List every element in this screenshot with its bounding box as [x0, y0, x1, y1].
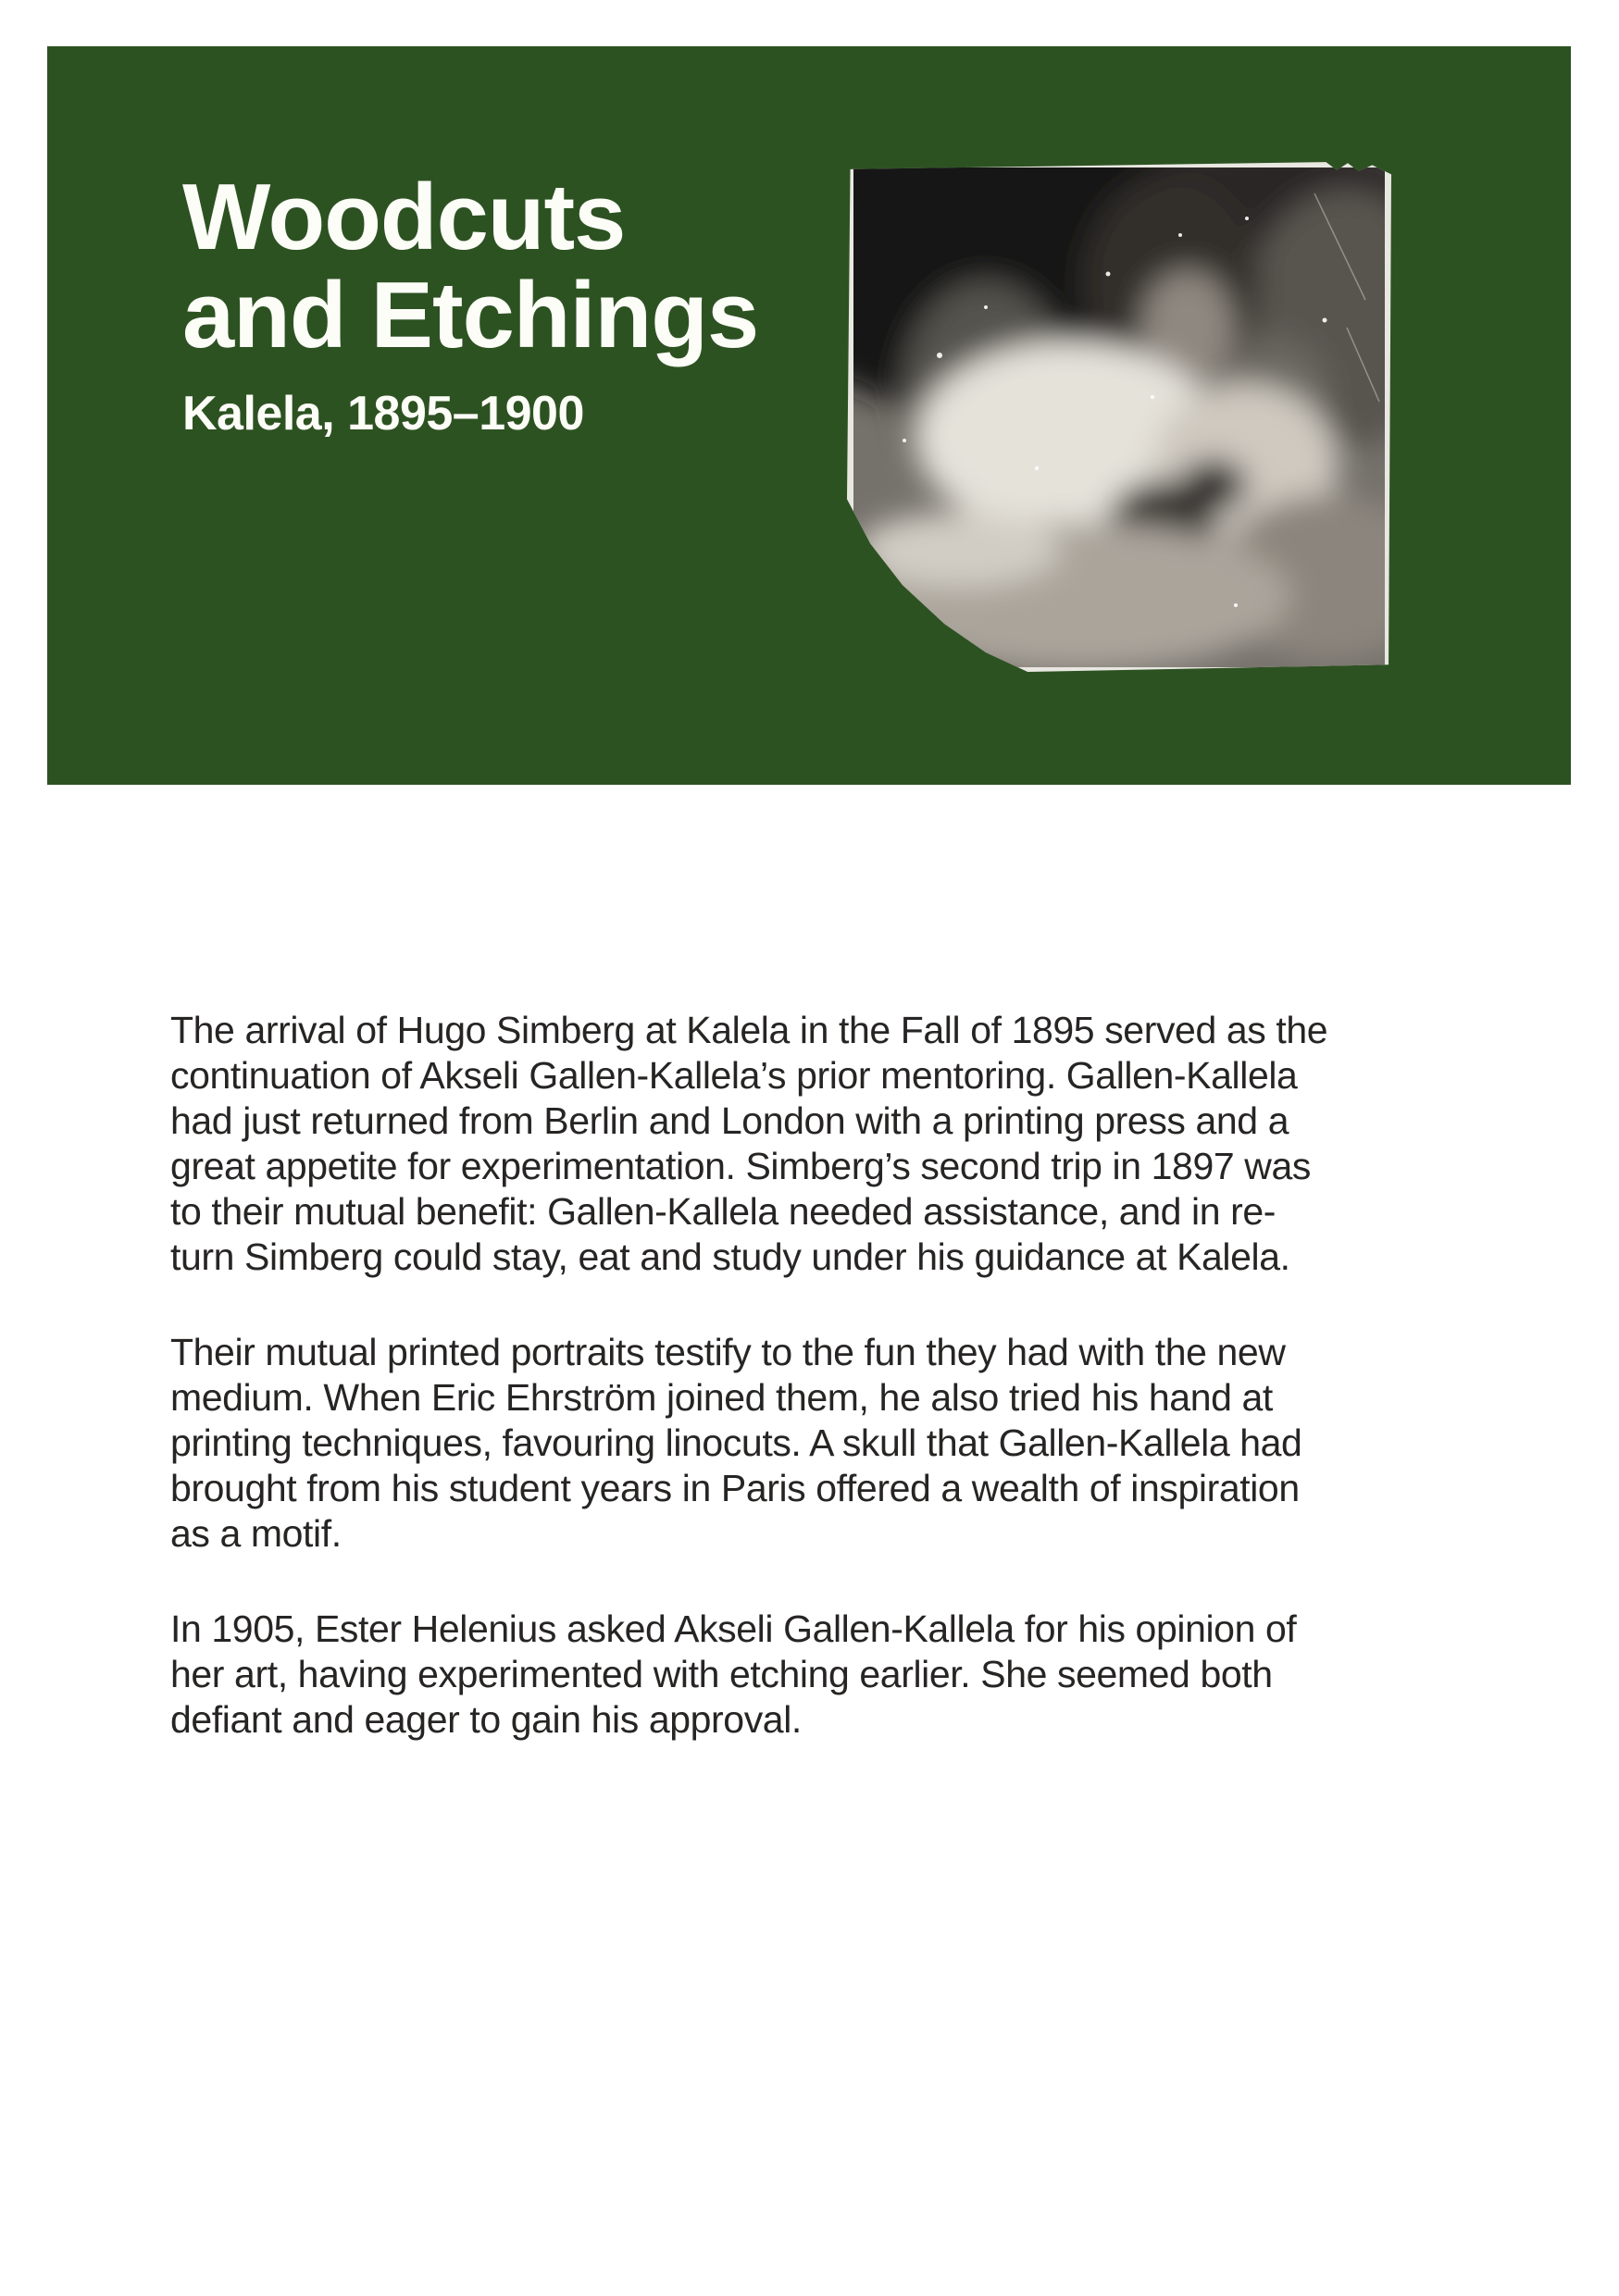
text-line: printing techniques, favouring linocuts. A skull that Gallen-Kallela had [170, 1421, 1302, 1464]
text-line: turn Simberg could stay, eat and study under his guidance at Kalela. [170, 1235, 1290, 1278]
text-line: as a motif. [170, 1512, 342, 1555]
paragraph-1 [170, 1008, 1457, 1280]
paragraph-2 [170, 1330, 1457, 1557]
text-line: to their mutual benefit: Gallen-Kallela needed assistance, and in re- [170, 1190, 1277, 1233]
text-line: medium. When Eric Ehrström joined them, he also tried his hand at [170, 1376, 1273, 1419]
text-line: her art, having experimented with etching earlier. She seemed both [170, 1653, 1273, 1695]
text-line: continuation of Akseli Gallen-Kallela’s prior mentoring. Gallen-Kallela [170, 1054, 1298, 1097]
hero-header [47, 46, 1571, 785]
page-title [182, 168, 758, 365]
page-title-line-2: and Etchings [182, 264, 759, 367]
text-line: brought from his student years in Paris offered a wealth of inspiration [170, 1467, 1300, 1509]
text-line: In 1905, Ester Helenius asked Akseli Gallen-Kallela for his opinion of [170, 1607, 1297, 1650]
paragraph-3 [170, 1607, 1457, 1743]
text-line: defiant and eager to gain his approval. [170, 1698, 802, 1741]
text-line: Their mutual printed portraits testify to the fun they had with the new [170, 1331, 1286, 1373]
vintage-photo-graphic [847, 161, 1391, 672]
text-line: The arrival of Hugo Simberg at Kalela in the Fall of 1895 served as the [170, 1009, 1328, 1051]
photo-adult-kissing-baby [847, 161, 1391, 672]
body-text [170, 1008, 1457, 1793]
text-line: had just returned from Berlin and London with a printing press and a [170, 1099, 1289, 1142]
page-subtitle: Kalela, 1895–1900 [182, 387, 584, 441]
text-line: great appetite for experimentation. Simberg’s second trip in 1897 was [170, 1145, 1311, 1187]
page-title-line-1: Woodcuts [182, 166, 626, 269]
